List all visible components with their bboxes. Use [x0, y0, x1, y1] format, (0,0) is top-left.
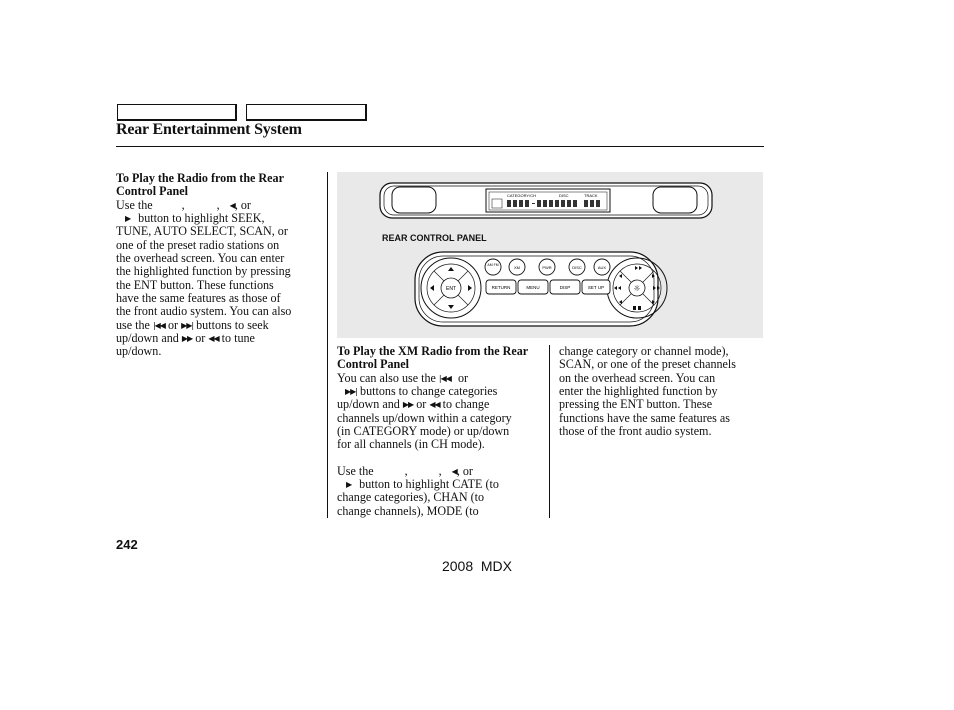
text-fragment: buttons to seek	[196, 317, 269, 332]
fast-forward-icon: ▶▶	[181, 334, 193, 344]
text-fragment: up/down and	[337, 397, 400, 412]
text-line: enter the highlighted function by	[559, 384, 718, 399]
xm-button-label: XM	[514, 265, 520, 270]
rewind-icon: ◀◀	[208, 334, 219, 344]
text-fragment: or	[195, 331, 206, 346]
overhead-display-unit	[380, 183, 712, 218]
page-number: 242	[116, 537, 138, 552]
column-3	[559, 345, 764, 438]
text-fragment: , or	[234, 197, 251, 212]
text-line: the front audio system. You can also	[116, 304, 292, 319]
text-line: change channels), MODE (to	[337, 503, 479, 518]
text-line: up/down.	[116, 344, 162, 359]
text-line	[337, 398, 542, 411]
text-fragment: or	[167, 317, 179, 332]
text-line	[337, 465, 542, 478]
text-fragment: ,	[404, 463, 408, 478]
ent-button-label: ENT	[446, 286, 456, 292]
radio-heading: To Play the Radio from the Rear Control Panel	[116, 171, 284, 199]
setup-button-label: SET UP	[587, 285, 605, 290]
rear-control-panel-figure	[337, 172, 763, 338]
text-fragment: to change	[442, 397, 490, 412]
title-rule	[116, 146, 764, 147]
text-line: change categories), CHAN (to	[337, 490, 485, 505]
am-fm-button-label: AM FM	[487, 263, 499, 267]
text-line: channels up/down within a category	[337, 410, 512, 425]
text-line	[116, 319, 318, 332]
text-line	[337, 372, 542, 385]
text-fragment: ,	[181, 197, 185, 212]
nav-tab-1[interactable]	[117, 104, 237, 121]
display-label-disc: DISC	[559, 193, 569, 198]
text-line: pressing the ENT button. These	[559, 397, 713, 412]
disc-button-label: DISC	[572, 265, 582, 270]
text-line	[337, 385, 542, 398]
text-line: the ENT button. These functions	[116, 277, 274, 292]
rear-control-panel	[415, 252, 667, 326]
text-fragment: ,	[216, 197, 220, 212]
menu-button-label: MENU	[526, 285, 540, 290]
display-label-track: TRACK	[584, 193, 598, 198]
text-line	[116, 332, 318, 345]
skip-back-icon: |◀◀	[438, 373, 451, 383]
text-fragment: or	[457, 370, 469, 385]
pwr-button-label: PWR	[542, 265, 552, 270]
text-fragment: use the	[116, 317, 150, 332]
text-line: on the overhead screen. You can	[559, 370, 716, 385]
xm-radio-heading: To Play the XM Radio from the Rear Control Panel	[337, 344, 528, 372]
text-line	[116, 212, 318, 225]
column-2	[337, 345, 542, 518]
text-fragment: button to highlight CATE (to	[359, 477, 499, 492]
left-direction-pad	[421, 258, 481, 318]
rewind-icon: ◀◀	[429, 400, 440, 410]
text-fragment: buttons to change categories	[360, 384, 498, 399]
text-fragment: to tune	[221, 331, 255, 346]
text-fragment: Use the	[337, 463, 374, 478]
text-line: have the same features as those of	[116, 291, 281, 306]
text-line: the highlighted function by pressing	[116, 264, 291, 279]
text-fragment: , or	[456, 463, 473, 478]
text-line: (in CATEGORY mode) or up/down	[337, 424, 510, 439]
section-title: Rear Entertainment System	[116, 121, 302, 138]
skip-back-icon: |◀◀	[152, 320, 165, 330]
text-line: TUNE, AUTO SELECT, SCAN, or	[116, 224, 288, 239]
aux-button-label: AUX	[597, 265, 607, 270]
text-line: the overhead screen. You can enter	[116, 251, 285, 266]
left-arrow-icon: ◀	[451, 466, 457, 476]
text-fragment: You can also use the	[337, 370, 436, 385]
left-arrow-icon: ◀	[229, 200, 235, 210]
text-line: those of the front audio system.	[559, 424, 712, 439]
figure-label: REAR CONTROL PANEL	[382, 233, 487, 243]
text-fragment: up/down and	[116, 331, 179, 346]
column-divider	[549, 345, 550, 518]
right-arrow-icon: ▶	[125, 214, 131, 224]
display-label-category: CATEGORY/CH	[507, 193, 536, 198]
nav-tab-2[interactable]	[246, 104, 367, 121]
disp-button-label: DISP	[559, 285, 571, 290]
text-line: functions have the same features as	[559, 410, 730, 425]
skip-forward-icon: ▶▶|	[181, 320, 194, 330]
text-line	[116, 199, 318, 212]
return-button-label: RETURN	[491, 285, 511, 290]
text-fragment: button to highlight SEEK,	[138, 211, 265, 226]
text-fragment: Use the	[116, 197, 153, 212]
function-buttons	[486, 280, 610, 294]
column-1	[116, 172, 318, 359]
text-line	[337, 478, 542, 491]
model-footer: 2008 MDX	[441, 558, 513, 574]
brightness-icon: ☼	[633, 284, 641, 293]
right-arrow-icon: ▶	[346, 480, 352, 490]
text-line: SCAN, or one of the preset channels	[559, 357, 736, 372]
skip-forward-icon: ▶▶|	[345, 387, 357, 397]
rear-control-panel-illustration	[337, 172, 763, 338]
text-line: change category or channel mode),	[559, 344, 729, 358]
fast-forward-icon: ▶▶	[402, 400, 414, 410]
text-fragment: or	[416, 397, 427, 412]
column-divider	[327, 172, 328, 518]
text-line: for all channels (in CH mode).	[337, 437, 485, 452]
text-line: one of the preset radio stations on	[116, 237, 280, 252]
text-fragment: ,	[438, 463, 442, 478]
